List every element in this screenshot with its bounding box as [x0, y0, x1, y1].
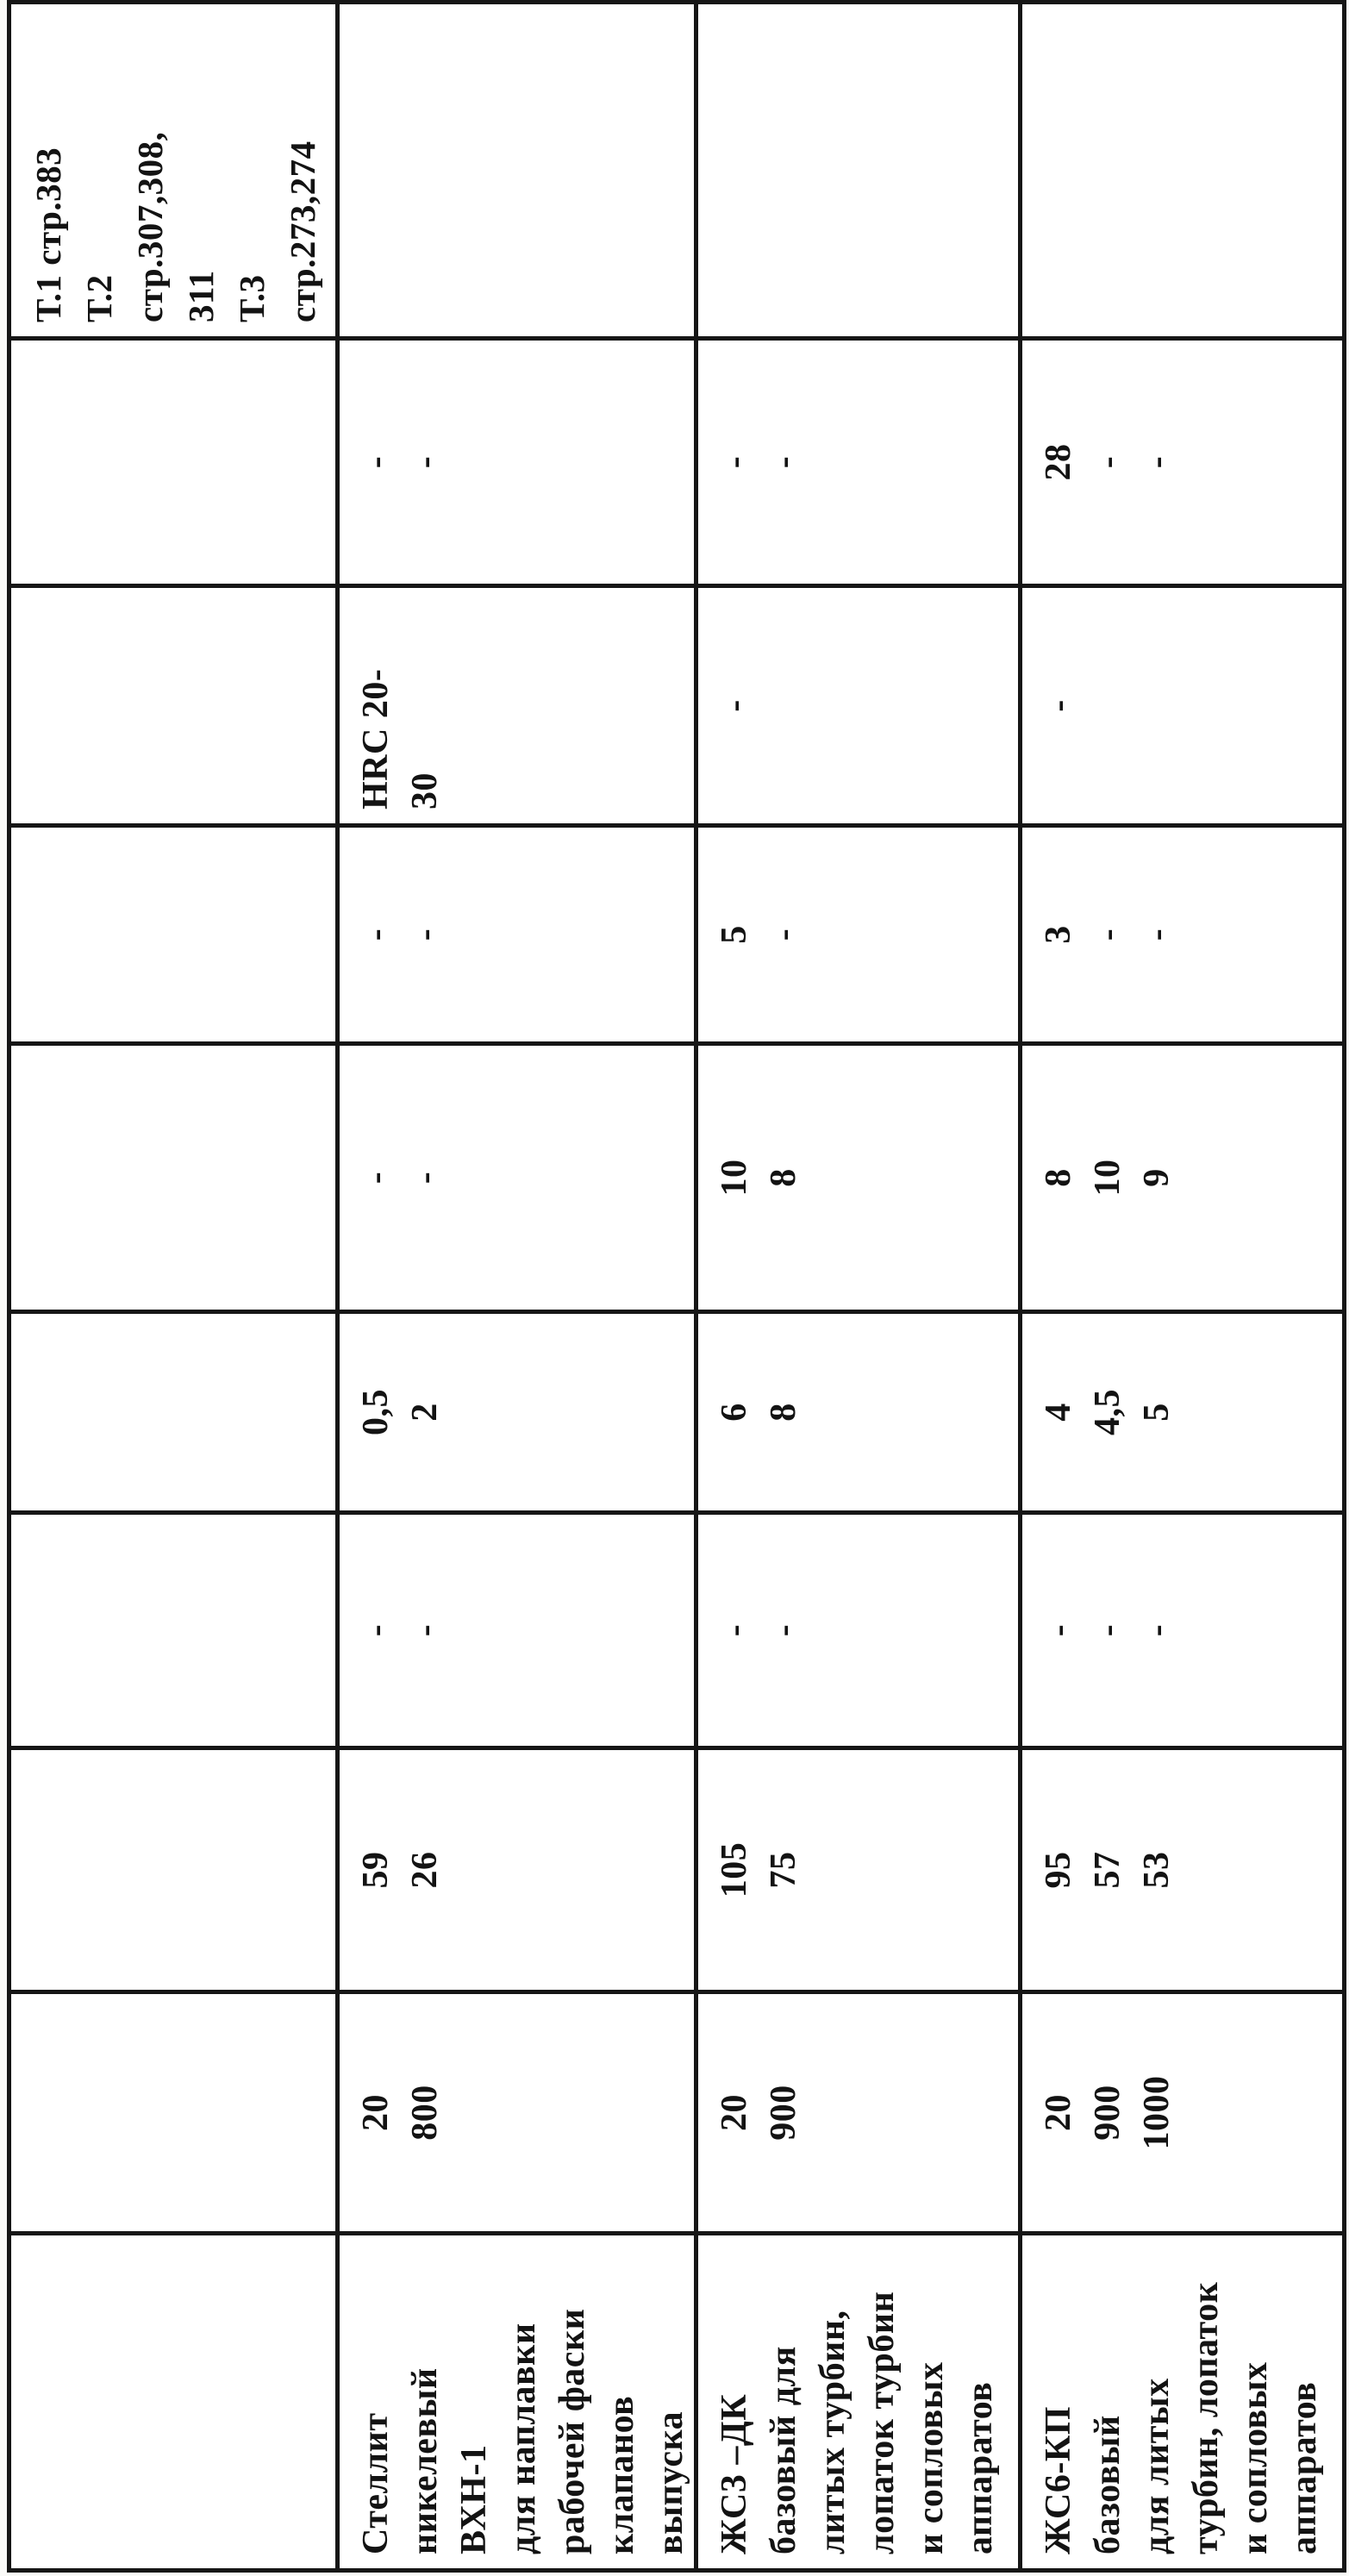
table-cell: 59 26 [340, 1746, 698, 1990]
material-name-cell: ЖС3 –ДК базовый для литых турбин, лопаток турбин и сопловых аппаратов [698, 2231, 1022, 2568]
table-cell: 105 75 [698, 1746, 1022, 1990]
table-cell: 6 8 [698, 1310, 1022, 1510]
temperature-cell: 20 800 [340, 1990, 698, 2231]
empty-cell [1022, 0, 1346, 336]
table-cell: 0,5 2 [340, 1310, 698, 1510]
empty-cell [11, 1990, 340, 2231]
empty-cell [11, 1041, 340, 1310]
table-cell: - - - [1022, 1510, 1346, 1746]
table-cell: 28 - - [1022, 336, 1346, 584]
empty-cell [11, 1310, 340, 1510]
table-cell: - - [698, 336, 1022, 584]
empty-cell [11, 336, 340, 584]
table-cell: 10 8 [698, 1041, 1022, 1310]
empty-cell [11, 1510, 340, 1746]
material-name-cell: Стеллит никелевый ВХН-1 для наплавки рабочей фаски клапанов выпуска [340, 2231, 698, 2568]
material-name-cell: ЖС6-КП базовый для литых турбин, лопаток и сопловых аппаратов [1022, 2231, 1346, 2568]
table-cell: - - [698, 1510, 1022, 1746]
hardness-cell: - [698, 584, 1022, 823]
empty-cell [11, 2231, 340, 2568]
table-cell: - - [340, 336, 698, 584]
empty-cell [340, 0, 698, 336]
table-cell: 3 - - [1022, 823, 1346, 1041]
table-cell: 8 10 9 [1022, 1041, 1346, 1310]
table-cell: 4 4,5 5 [1022, 1310, 1346, 1510]
temperature-cell: 20 900 1000 [1022, 1990, 1346, 2231]
table-cell: 95 57 53 [1022, 1746, 1346, 1990]
table-cell: - - [340, 1510, 698, 1746]
empty-cell [11, 584, 340, 823]
hardness-cell: HRC 20- 30 [340, 584, 698, 823]
table-sheet [7, 0, 1346, 2573]
literature-refs-cell: Т.1 стр.383 Т.2 стр.307,308, 311 Т.3 стр.273,274 [11, 0, 340, 336]
empty-cell [698, 0, 1022, 336]
table-cell: - - [340, 1041, 698, 1310]
temperature-cell: 20 900 [698, 1990, 1022, 2231]
hardness-cell: - [1022, 584, 1346, 823]
empty-cell [11, 1746, 340, 1990]
table-cell: - - [340, 823, 698, 1041]
table-cell: 5 - [698, 823, 1022, 1041]
empty-cell [11, 823, 340, 1041]
alloy-properties-table [7, 0, 1346, 2573]
